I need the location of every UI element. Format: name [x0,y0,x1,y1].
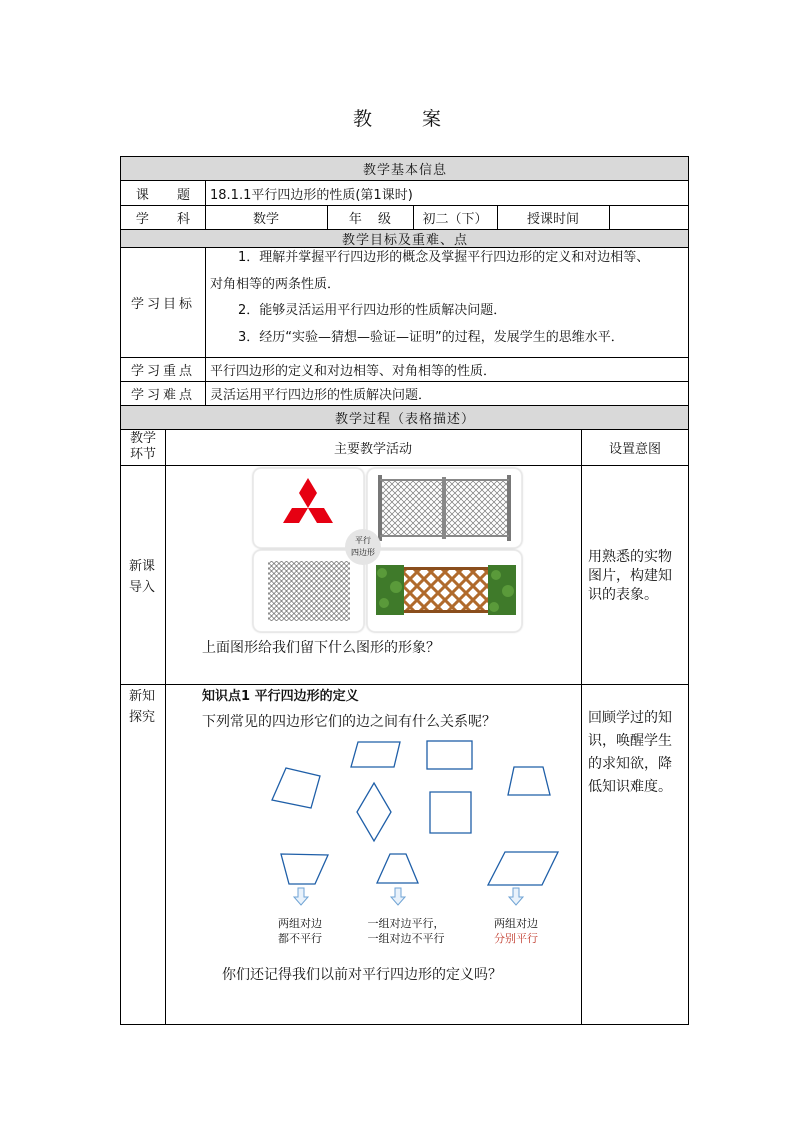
arrow-down-icon [391,888,405,905]
trapezoid-one-pair [377,854,418,883]
trapezoid-top-right [508,767,550,795]
intro-stage-line1: 新课 [129,559,156,574]
caption-2-line2: 一组对边不平行 [367,932,445,945]
topic-value: 18.1.1平行四边形的性质(第1课时) [210,187,413,203]
intro-intent-line3: 识的表象。 [588,587,658,603]
intro-question: 上面图形给我们留下什么图形的形象？ [202,640,440,656]
time-value [609,205,689,229]
parallelogram-badge [345,529,381,565]
col-stage-line2: 环节 [129,447,156,462]
badge-line2: 四边形 [351,548,375,557]
caption-3-line2: 分别平行 [494,932,538,945]
caption-1-line1: 两组对边 [278,917,322,930]
slanted-parallelogram [351,742,400,767]
rectangle [427,741,472,769]
difficulty-label: 学习难点 [130,387,195,403]
parallelogram [488,852,558,885]
subject-label: 学 科 [135,211,203,227]
section-process: 教学过程（表格描述） [121,406,689,429]
explore-intent-line1: 回顾学过的知 [588,710,672,726]
explore-heading: 知识点1 平行四边形的定义 [202,689,359,704]
section-goals: 教学目标及重难、点 [121,229,689,247]
explore-question: 下列常见的四边形它们的边之间有什么关系呢？ [202,714,496,730]
difficulty-value: 灵活运用平行四边形的性质解决问题． [210,387,432,403]
col-intent: 设置意图 [608,441,661,457]
goal-3: 3．经历“实验—猜想—验证—证明”的过程，发展学生的思维水平． [238,330,624,345]
col-activity: 主要教学活动 [333,441,412,457]
key-value: 平行四边形的定义和对边相等、对角相等的性质． [210,363,497,379]
col-stage [121,429,165,465]
explore-intent-line4: 低知识难度。 [588,779,672,795]
explore-closing: 你们还记得我们以前对平行四边形的定义吗？ [222,967,502,983]
goal-1-cont: 对角相等的两条性质． [210,277,341,292]
col-stage-line1: 教学 [129,431,156,446]
grade-value: 初二（下） [422,211,488,227]
lattice-fence-image [367,550,522,632]
intro-stage [129,556,155,598]
document-title: 教 案 [352,108,464,130]
rhombus [357,783,391,841]
subject-value: 数学 [252,211,279,227]
trapezoid-no-parallel [281,854,328,884]
topic-label: 课 题 [135,187,203,203]
quadrilateral-figures [165,730,581,940]
square [430,792,471,833]
chain-link-gate-image [367,468,522,548]
goals-label: 学习目标 [130,296,195,312]
goal-1: 1．理解并掌握平行四边形的概念及掌握平行四边形的定义和对边相等、 [238,250,650,265]
time-label: 授课时间 [526,211,579,227]
caption-two-parallel [480,916,552,946]
intro-intent [588,548,672,605]
intro-intent-line2: 图片，构建知 [588,568,672,584]
explore-intent [588,707,672,799]
explore-intent-line3: 的求知欲，降 [588,756,672,772]
caption-no-parallel [264,916,336,946]
arrow-down-icon [509,888,523,905]
explore-intent-line2: 识，唤醒学生 [588,733,672,749]
explore-stage-line1: 新知 [129,689,156,704]
grade-label: 年 级 [348,211,398,227]
goal-2: 2．能够灵活运用平行四边形的性质解决问题． [238,303,507,318]
badge-line1: 平行 [355,536,371,545]
explore-stage [129,686,155,728]
diamond-mesh-image [253,550,364,632]
caption-one-parallel [350,916,462,946]
caption-1-line2: 都不平行 [278,932,322,945]
intro-intent-line1: 用熟悉的实物 [588,549,672,565]
explore-stage-line2: 探究 [129,710,156,725]
irregular-quad [272,768,320,808]
arrow-down-icon [294,888,308,905]
caption-2-line1: 一组对边平行， [367,917,445,930]
intro-stage-line2: 导入 [129,580,156,595]
key-label: 学习重点 [130,363,195,379]
caption-3-line1: 两组对边 [494,917,538,930]
section-basic-info: 教学基本信息 [121,157,689,180]
